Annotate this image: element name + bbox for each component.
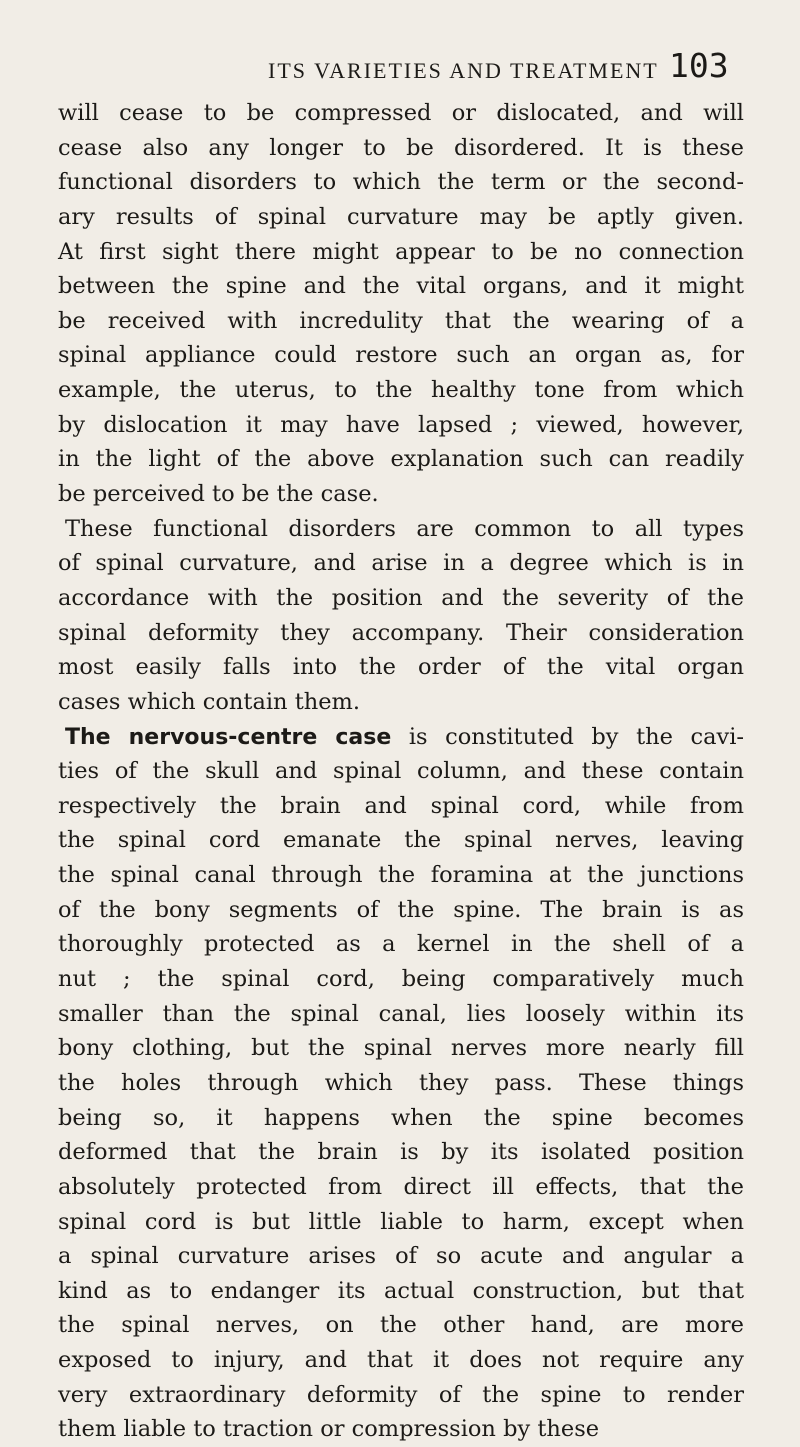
text-line: between the spine and the vital organs, and it might <box>58 273 744 300</box>
text-line: These functional disorders are common to all types <box>65 515 744 542</box>
text-line: ties of the skull and spinal column, and these contain <box>58 758 744 785</box>
text-line: spinal appliance could restore such an organ as, for <box>58 342 744 369</box>
text-line: being so, it happens when the spine becomes <box>58 1104 744 1131</box>
text-line: thoroughly protected as a kernel in the shell of a <box>58 931 744 958</box>
text-line: a spinal curvature arises of so acute and angular a <box>58 1243 744 1270</box>
text-line: most easily falls into the order of the vital organ <box>58 654 744 681</box>
text-line: be received with incredulity that the wearing of a <box>58 307 744 334</box>
text-line: kind as to endanger its actual construction, but that <box>58 1277 744 1304</box>
section-heading-line <box>58 720 744 755</box>
text-line: very extraordinary deformity of the spine to render <box>58 1381 744 1408</box>
text-line: smaller than the spinal canal, lies loosely within its <box>58 1000 744 1027</box>
text-line: in the light of the above explanation such can readily <box>58 446 744 473</box>
text-line: cease also any longer to be disordered. It is these <box>58 134 744 161</box>
text-line: absolutely protected from direct ill effects, that the <box>58 1173 744 1200</box>
text-line: be perceived to be the case. <box>58 481 379 508</box>
heading-continuation: is constituted by the cavi- <box>391 723 744 750</box>
text-line: bony clothing, but the spinal nerves more nearly fill <box>58 1035 744 1062</box>
text-line: the spinal canal through the foramina at the junctions <box>58 862 744 889</box>
text-line: functional disorders to which the term or the second- <box>58 169 744 196</box>
text-line: example, the uterus, to the healthy tone from which <box>58 377 744 404</box>
body-text <box>58 96 744 1447</box>
text-line: cases which contain them. <box>58 688 361 715</box>
text-line: nut ; the spinal cord, being comparatively much <box>58 966 744 993</box>
text-line: respectively the brain and spinal cord, while from <box>58 792 744 819</box>
page-number: 103 <box>669 46 729 85</box>
text-line: exposed to injury, and that it does not require any <box>58 1347 744 1374</box>
text-line: deformed that the brain is by its isolated position <box>58 1139 744 1166</box>
text-line: accordance with the position and the severity of the <box>58 584 744 611</box>
text-line: them liable to traction or compression by these <box>58 1416 600 1443</box>
text-line: of spinal curvature, and arise in a degree which is in <box>58 550 744 577</box>
text-line: spinal cord is but little liable to harm, except when <box>58 1208 744 1235</box>
text-line: At first sight there might appear to be no connection <box>58 238 744 265</box>
text-line: the spinal nerves, on the other hand, are more <box>58 1312 744 1339</box>
text-line: by dislocation it may have lapsed ; viewed, however, <box>58 411 744 438</box>
text-line: spinal deformity they accompany. Their consideration <box>58 619 744 646</box>
text-line: of the bony segments of the spine. The brain is as <box>58 896 744 923</box>
text-line: the spinal cord emanate the spinal nerves, leaving <box>58 827 744 854</box>
section-heading: The nervous-centre case <box>65 724 392 750</box>
text-line: will cease to be compressed or dislocated, and will <box>58 100 744 126</box>
running-head: ITS VARIETIES AND TREATMENT <box>268 58 659 83</box>
text-line: ary results of spinal curvature may be aptly given. <box>58 203 744 230</box>
text-line: the holes through which they pass. These things <box>58 1069 744 1096</box>
